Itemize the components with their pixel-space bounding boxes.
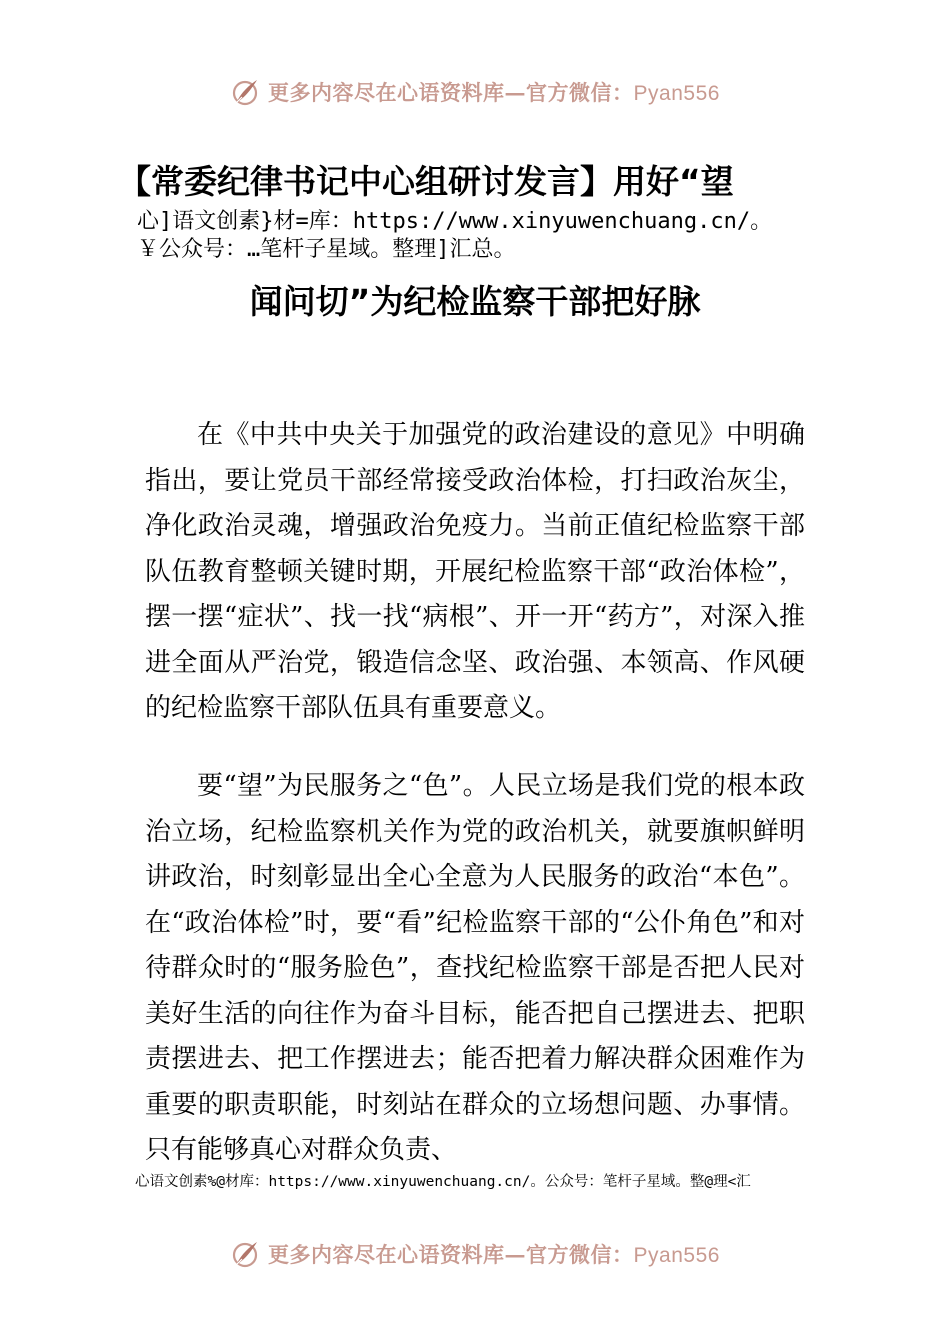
wechat-id: Pyan556 [633, 1244, 720, 1267]
inline-watermark-line-2: ￥公众号：…笔杆子星域。整理]汇总。 [137, 237, 516, 262]
banner-text: 更多内容尽在心语资料库—官方微信：Pyan556 [268, 1242, 720, 1267]
top-banner [0, 68, 950, 116]
body-paragraph-2: 要“望”为民服务之“色”。人民立场是我们党的根本政治立场，纪检监察机关作为党的政治机关，就要旗帜鲜明讲政治，时刻彰显出全心全意为人民服务的政治“本色”。在“政治体检”时，要“看”纪检监察干部的“公仆角色”和对待群众时的“服务脸色”，查找纪检监察干部是否把人民对美好生活的向往作为奋斗目标，能否把自己摆进去、把职责摆进去、把工作摆进去；能否把着力解决群众困难作为重要的职责职能，时刻站在群众的立场想问题、办事情。只有能够真心对群众负责、 [145, 771, 805, 1164]
wechat-id: Pyan556 [633, 82, 720, 105]
body-paragraph-1: 在《中共中央关于加强党的政治建设的意见》中明确指出，要让党员干部经常接受政治体检，打扫政治灰尘，净化政治灵魂，增强政治免疫力。当前正值纪检监察干部队伍教育整顿关键时期，开展纪检监察干部“政治体检”，摆一摆“症状”、找一找“病根”、开一开“药方”，对深入推进全面从严治党，锻造信念坚、政治强、本领高、作风硬的纪检监察干部队伍具有重要意义。 [145, 420, 805, 723]
banner-text: 更多内容尽在心语资料库—官方微信：Pyan556 [268, 80, 720, 105]
quill-pen-logo-icon [230, 77, 260, 107]
document-title-line-1: 【常委纪律书记中心组研讨发言】用好“望 [118, 162, 734, 201]
bottom-banner [0, 1230, 950, 1278]
footer-watermark-note: 心语文创素%@材库：https://www.xinyuwenchuang.cn/。公众号：笔杆子星域。整@理<汇 [135, 1174, 751, 1190]
quill-pen-logo-icon [230, 1239, 260, 1269]
inline-watermark-line-1: 心]语文创素}材=库：https://www.xinyuwenchuang.cn/。 [137, 209, 773, 234]
document-title-line-2: 闻问切”为纪检监察干部把好脉 [249, 282, 701, 321]
